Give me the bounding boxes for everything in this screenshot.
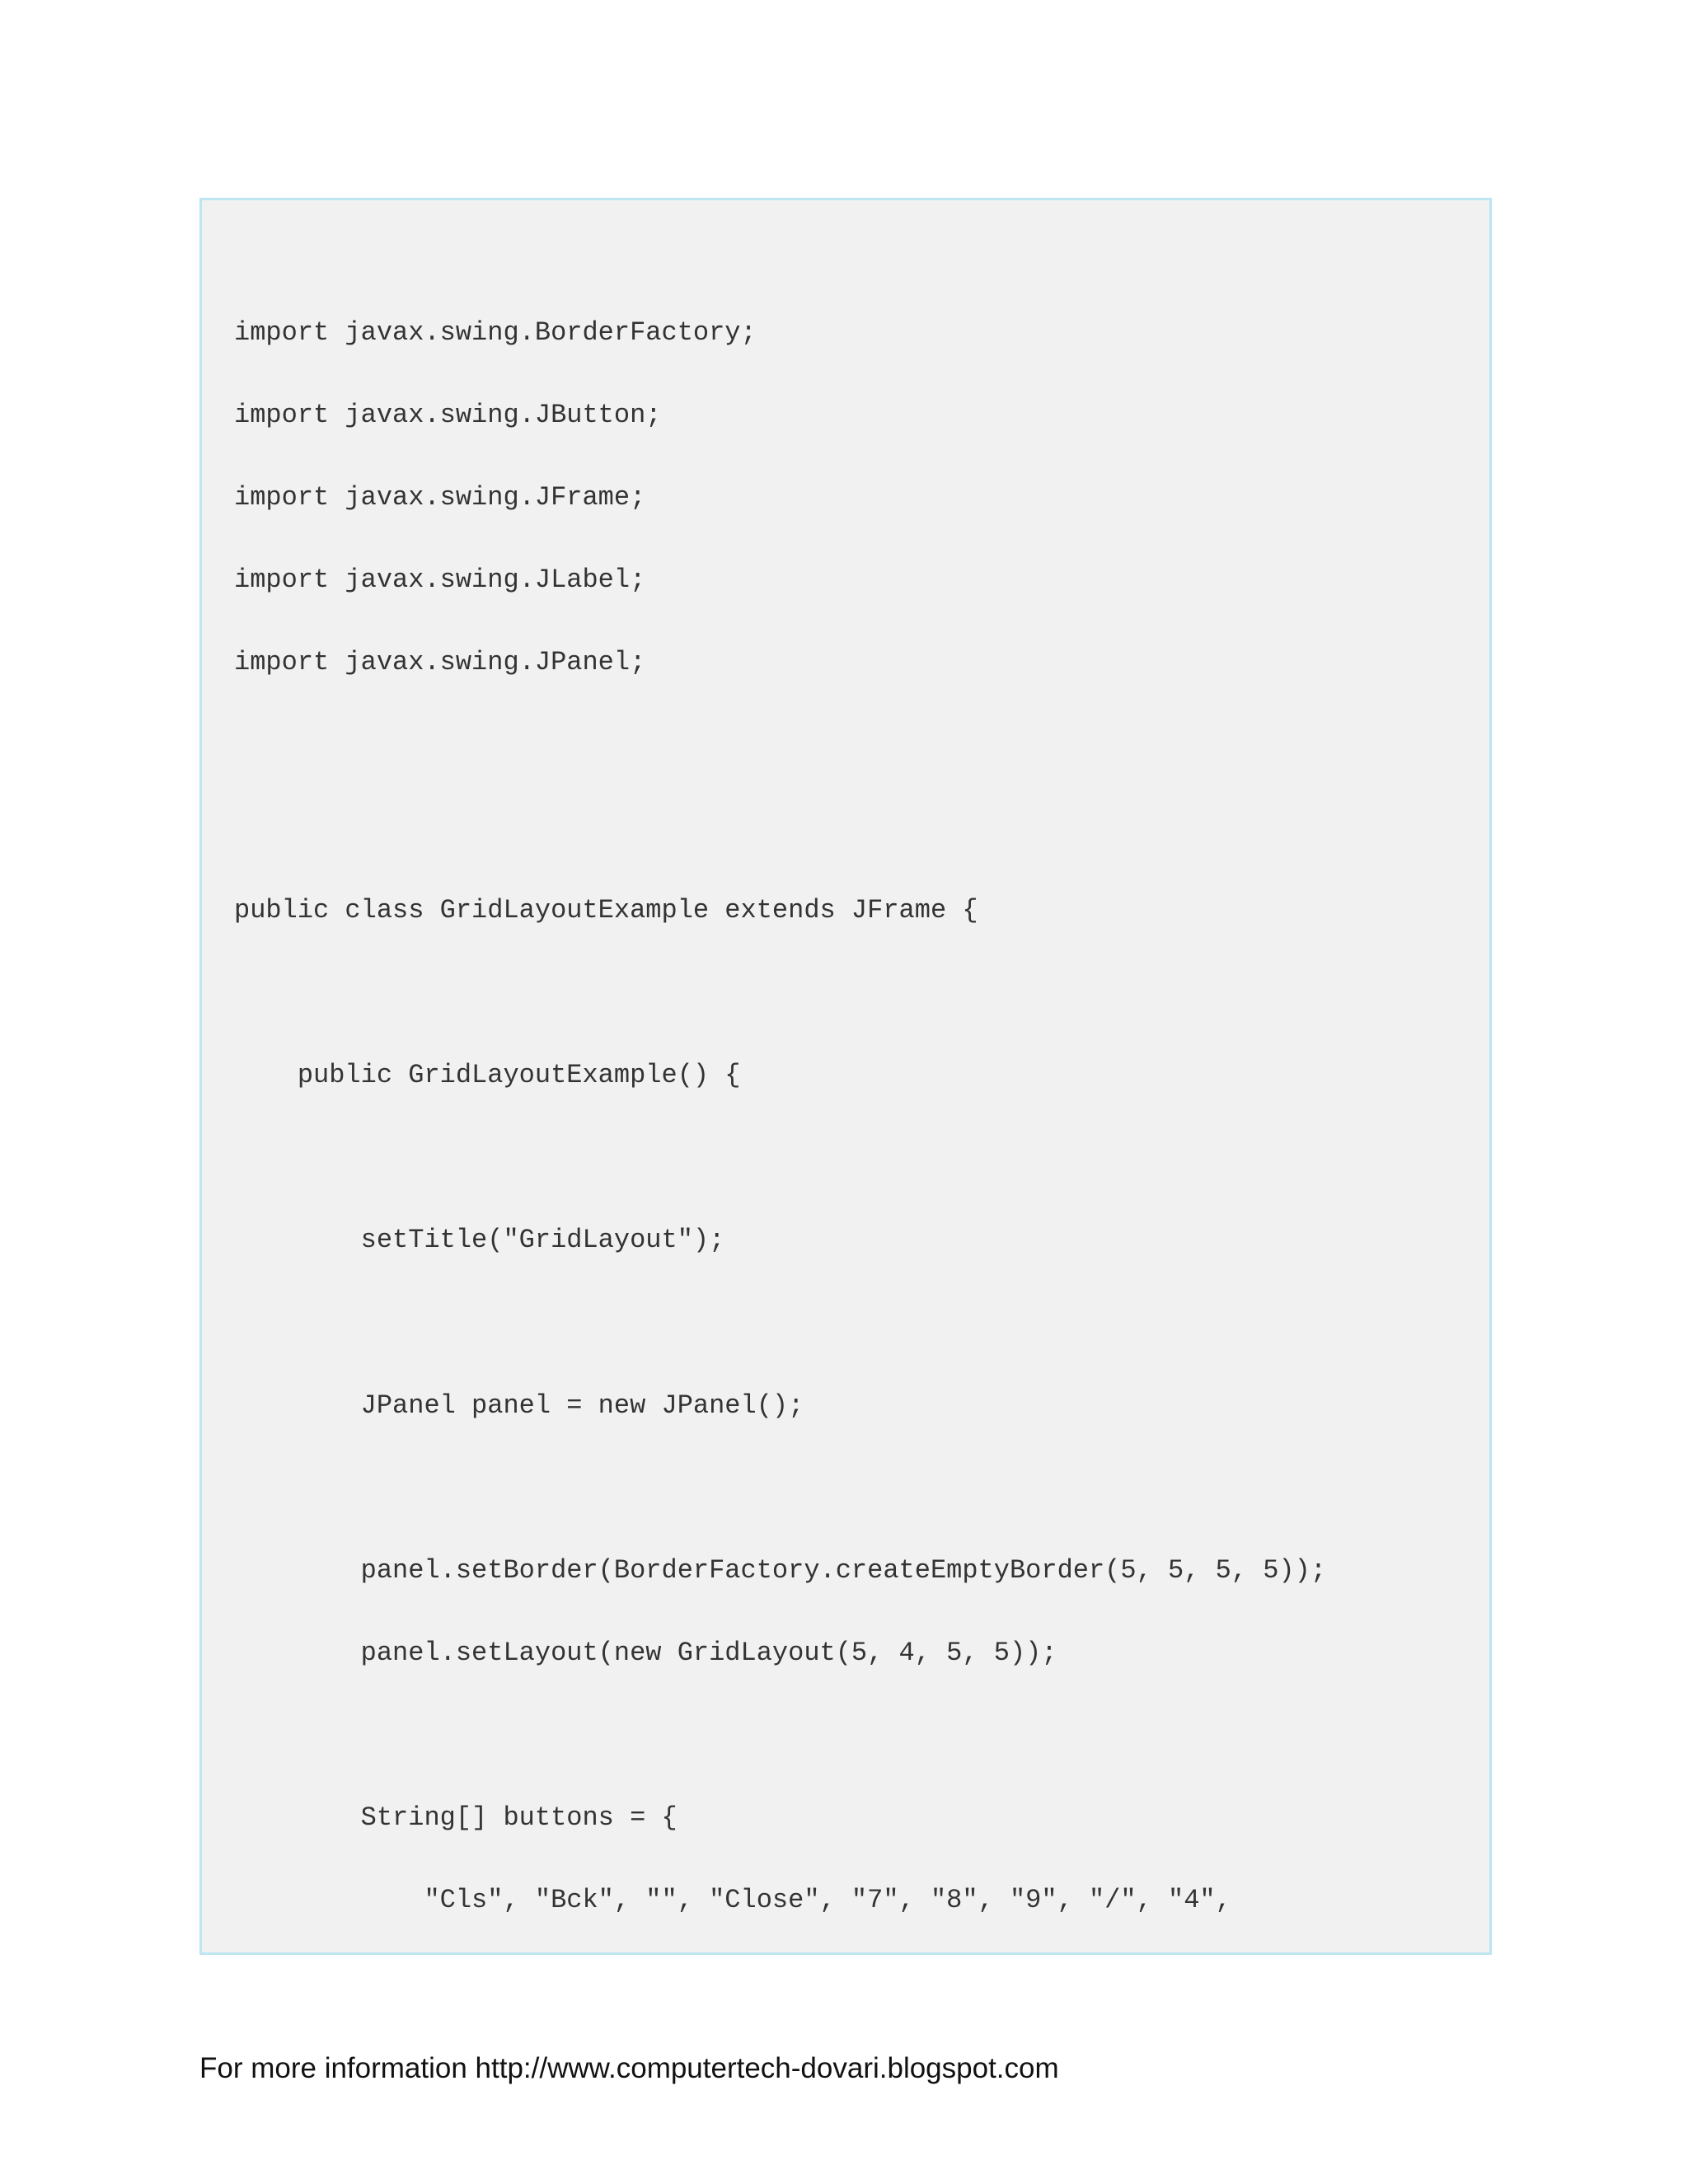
- code-line-set-title: setTitle("GridLayout");: [234, 1225, 725, 1255]
- code-line-buttons-array: String[] buttons = {: [234, 1802, 678, 1833]
- code-line-class-declaration: public class GridLayoutExample extends JFrame {: [234, 895, 978, 926]
- code-line-import-borderfactory: import javax.swing.BorderFactory;: [234, 317, 757, 348]
- code-line-import-jbutton: import javax.swing.JButton;: [234, 400, 662, 430]
- code-line-panel-set-border: panel.setBorder(BorderFactory.createEmptyBorder(5, 5, 5, 5));: [234, 1555, 1327, 1586]
- code-block: [199, 198, 1492, 1955]
- code-line-panel-set-layout: panel.setLayout(new GridLayout(5, 4, 5, 5));: [234, 1638, 1057, 1668]
- footer-info-text: For more information http://www.computertech-dovari.blogspot.com: [199, 2052, 1059, 2084]
- code-line-import-jlabel: import javax.swing.JLabel;: [234, 565, 646, 595]
- code-line-buttons-values: "Cls", "Bck", "", "Close", "7", "8", "9", "/", "4",: [234, 1885, 1231, 1915]
- code-line-import-jpanel: import javax.swing.JPanel;: [234, 647, 646, 677]
- code-line-import-jframe: import javax.swing.JFrame;: [234, 482, 646, 513]
- code-line-constructor: public GridLayoutExample() {: [234, 1060, 741, 1090]
- code-line-panel-new: JPanel panel = new JPanel();: [234, 1390, 804, 1421]
